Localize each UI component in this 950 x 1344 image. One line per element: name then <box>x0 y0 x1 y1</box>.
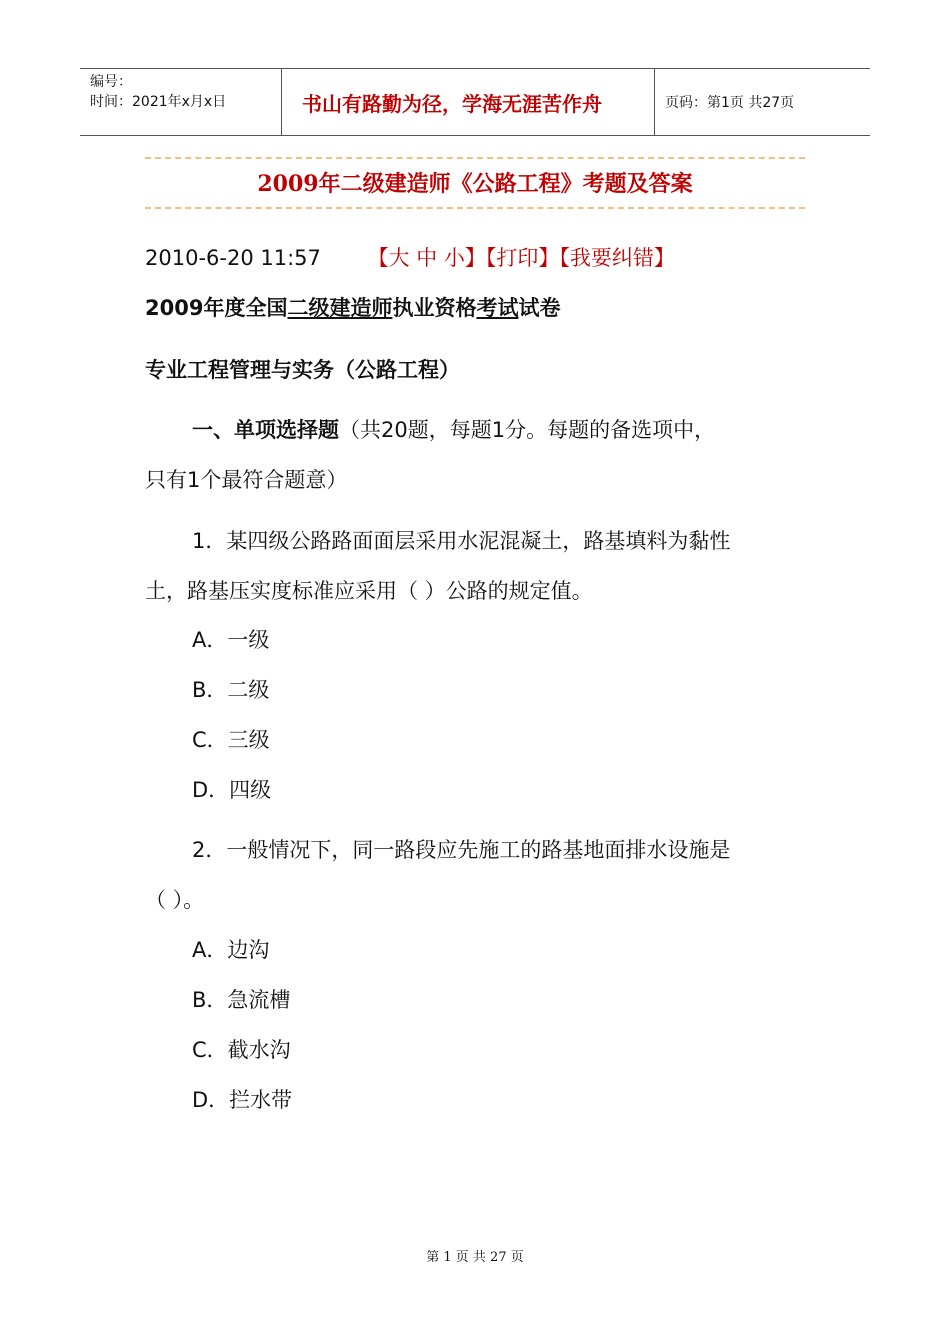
exam-title-link-constructor[interactable]: 二级建造师 <box>287 296 393 320</box>
question-2-option-b: B．急流槽 <box>192 988 291 1012</box>
page-footer: 第 1 页 共 27 页 <box>426 1250 524 1265</box>
question-2-text-cont: （ ）。 <box>145 888 205 912</box>
question-2-option-a: A．边沟 <box>192 938 270 962</box>
section-heading-line <box>192 416 872 444</box>
question-2-text: 2．一般情况下，同一路段应先施工的路基地面排水设施是 <box>192 838 731 862</box>
report-error-link[interactable]: 【我要纠错】 <box>559 246 675 270</box>
post-datetime: 2010-6-20 11:57 <box>145 246 321 270</box>
meta-line <box>145 244 825 272</box>
section-desc: （共20题，每题1分。每题的备选项中， <box>339 418 716 442</box>
exam-title-link-exam[interactable]: 考试 <box>476 296 519 320</box>
title-divider-top <box>145 157 805 159</box>
print-link[interactable]: 【打印】 <box>485 246 560 270</box>
section-heading: 一、单项选择题 <box>192 418 339 442</box>
question-1-text-cont: 土，路基压实度标准应采用（ ）公路的规定值。 <box>145 579 593 603</box>
code-label: 编号： <box>90 74 132 90</box>
question-2-option-d: D．拦水带 <box>192 1088 293 1112</box>
font-size-link[interactable]: 【大 中 小】 <box>367 246 486 270</box>
exam-subject: 专业工程管理与实务（公路工程） <box>145 358 460 382</box>
question-1-text: 1．某四级公路路面面层采用水泥混凝土，路基填料为黏性 <box>192 529 731 553</box>
section-desc-cont: 只有1个最符合题意） <box>145 468 348 492</box>
question-1-option-b: B．二级 <box>192 678 270 702</box>
question-1-option-a: A．一级 <box>192 628 270 652</box>
page-title: 2009年二级建造师《公路工程》考题及答案 <box>257 171 693 197</box>
question-2-option-c: C．截水沟 <box>192 1038 291 1062</box>
question-1-option-c: C．三级 <box>192 728 270 752</box>
exam-title: 2009年度全国二级建造师执业资格考试试卷 <box>145 296 561 320</box>
question-1-option-d: D．四级 <box>192 778 272 802</box>
title-divider-bottom <box>145 207 805 209</box>
header-motto: 书山有路勤为径，学海无涯苦作舟 <box>282 69 655 135</box>
header-meta <box>80 69 282 135</box>
page-header <box>80 68 870 136</box>
header-page-info: 页码：第1页 共27页 <box>665 95 795 111</box>
time-label: 时间：2021年x月x日 <box>90 94 227 110</box>
